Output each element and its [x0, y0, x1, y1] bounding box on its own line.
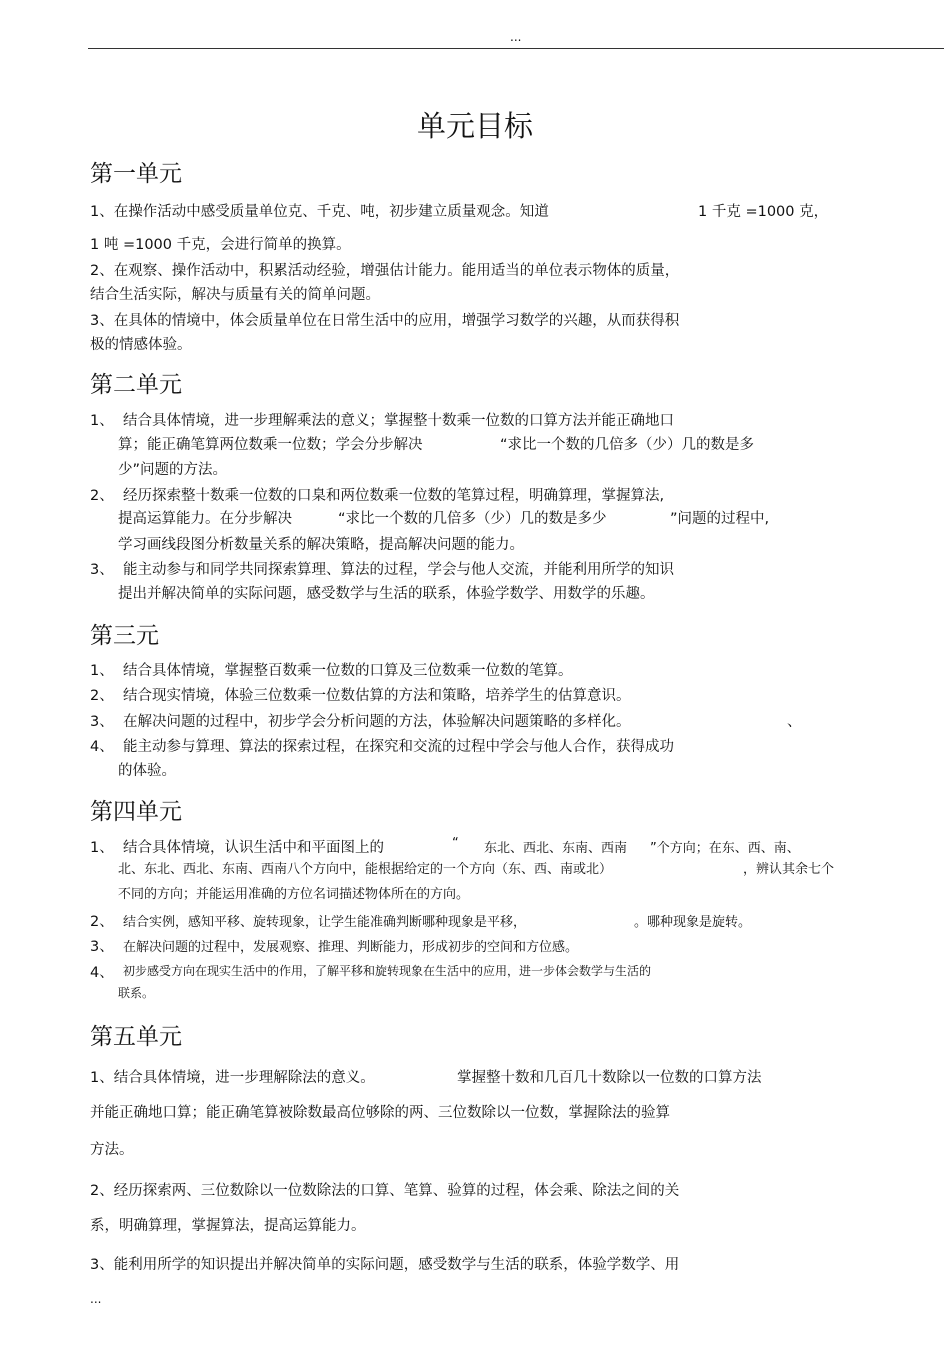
unit4-line4b: 。哪种现象是旋转。 — [634, 915, 752, 930]
unit4-num4: 4、 — [90, 965, 114, 981]
unit4-heading: 第四单元 — [90, 799, 182, 825]
unit1-line3: 2、在观察、操作活动中，积累活动经验，增强估计能力。能用适当的单位表示物体的质量， — [90, 263, 680, 279]
unit2-line4: 经历探索整十数乘一位数的口臬和两位数乘一位数的笔算过程，明确算理，掌握算法, — [123, 488, 665, 504]
unit4-line3: 不同的方向；并能运用准确的方位名词描述物体所在的方向。 — [118, 887, 470, 902]
unit2-num1: 1、 — [90, 413, 114, 429]
unit4-line6: 初步感受方向在现实生活中的作用，了解平移和旋转现象在生活中的应用，进一步体会数学与生活的 — [123, 964, 652, 978]
unit2-line7: 能主动参与和同学共同探索算理、算法的过程，学会与他人交流，并能利用所学的知识 — [123, 562, 674, 578]
unit3-num1: 1、 — [90, 663, 114, 679]
unit1-line5: 3、在具体的情境中，体会质量单位在日常生活中的应用，增强学习数学的兴趣，从而获得积 — [90, 313, 680, 329]
unit3-line2: 结合现实情境，体验三位数乘一位数估算的方法和策略，培养学生的估算意识。 — [123, 688, 631, 704]
unit2-line6: 学习画线段图分析数量关系的解决策略，提高解决问题的能力。 — [118, 537, 524, 553]
header-rule — [88, 48, 944, 49]
unit2-line5a: 提高运算能力。在分步解决 — [118, 511, 292, 527]
unit4-num2: 2、 — [90, 914, 114, 930]
unit1-line6: 极的情感体验。 — [90, 337, 192, 353]
unit3-line1: 结合具体情境，掌握整百数乘一位数的口算及三位数乘一位数的笔算。 — [123, 663, 573, 679]
unit2-num3: 3、 — [90, 562, 114, 578]
unit4-line5: 在解决问题的过程中，发展观察、推理、判断能力，形成初步的空间和方位感。 — [123, 940, 579, 955]
unit3-line3a: 在解决问题的过程中，初步学会分析问题的方法，体验解决问题策略的多样化。 — [123, 714, 631, 730]
unit3-heading: 第三元 — [90, 623, 159, 649]
unit3-num3: 3、 — [90, 714, 114, 730]
unit4-line4a: 结合实例，感知平移、旋转现象，让学生能准确判断哪种现象是平移， — [123, 915, 527, 930]
unit2-num2: 2、 — [90, 488, 114, 504]
unit4-line1b: “ — [452, 836, 459, 851]
unit2-line2b: “求比一个数的几倍多（少）几的数是多 — [500, 437, 755, 453]
unit3-line4: 能主动参与算理、算法的探索过程，在探究和交流的过程中学会与他人合作，获得成功 — [123, 739, 674, 755]
unit4-line7: 联系。 — [118, 986, 155, 1000]
unit5-line6: 3、能利用所学的知识提出并解决简单的实际问题，感受数学与生活的联系，体验学数学、用 — [90, 1257, 680, 1273]
page-title: 单元目标 — [416, 109, 533, 143]
unit4-line1d: ”个方向；在东、西、南、 — [650, 841, 800, 856]
unit3-num2: 2、 — [90, 688, 114, 704]
unit1-line2: 1 吨 =1000 千克，会进行简单的换算。 — [90, 237, 351, 253]
unit2-line5c: ”问题的过程中, — [670, 511, 770, 527]
unit5-line3: 方法。 — [90, 1142, 134, 1158]
unit3-num4: 4、 — [90, 739, 114, 755]
unit4-line1c: 东北、西北、东南、西南 — [484, 841, 628, 856]
footer-dots: ... — [90, 1292, 102, 1306]
unit2-line2a: 算；能正确笔算两位数乘一位数；学会分步解决 — [118, 437, 423, 453]
unit4-line1a: 结合具体情境，认识生活中和平面图上的 — [123, 840, 384, 856]
unit2-heading: 第二单元 — [90, 372, 182, 398]
unit4-num3: 3、 — [90, 939, 114, 955]
unit4-line2a: 北、东北、西北、东南、西南八个方向中，能根据给定的一个方向（东、西、南或北） — [118, 862, 613, 877]
unit5-line5: 系，明确算理，掌握算法，提高运算能力。 — [90, 1218, 366, 1234]
unit1-line1a: 1、在操作活动中感受质量单位克、千克、吨，初步建立质量观念。知道 — [90, 204, 549, 220]
unit4-num1: 1、 — [90, 840, 114, 856]
unit1-line1b: 1 千克 =1000 克， — [698, 204, 829, 220]
unit2-line5b: “求比一个数的几倍多（少）几的数是多少 — [338, 511, 607, 527]
unit5-line1b: 掌握整十数和几百几十数除以一位数的口算方法 — [457, 1070, 762, 1086]
unit5-line2: 并能正确地口算；能正确笔算被除数最高位够除的两、三位数除以一位数，掌握除法的验算 — [90, 1105, 670, 1121]
unit5-line4: 2、经历探索两、三位数除以一位数除法的口算、笔算、验算的过程，体会乘、除法之间的关 — [90, 1183, 680, 1199]
unit2-line3: 少”问题的方法。 — [118, 462, 228, 478]
unit5-line1a: 1、结合具体情境，进一步理解除法的意义。 — [90, 1070, 375, 1086]
unit2-line1: 结合具体情境，进一步理解乘法的意义；掌握整十数乘一位数的口算方法并能正确地口 — [123, 413, 674, 429]
unit3-line3b: 、 — [787, 714, 802, 730]
unit3-line5: 的体验。 — [118, 763, 176, 779]
unit4-line2b: ，辨认其余七个 — [743, 862, 835, 877]
unit1-line4: 结合生活实际，解决与质量有关的简单问题。 — [90, 287, 380, 303]
unit2-line8: 提出并解决简单的实际问题，感受数学与生活的联系，体验学数学、用数学的乐趣。 — [118, 586, 655, 602]
unit5-heading: 第五单元 — [90, 1024, 182, 1050]
header-dots: ... — [510, 30, 522, 44]
unit1-heading: 第一单元 — [90, 161, 182, 187]
